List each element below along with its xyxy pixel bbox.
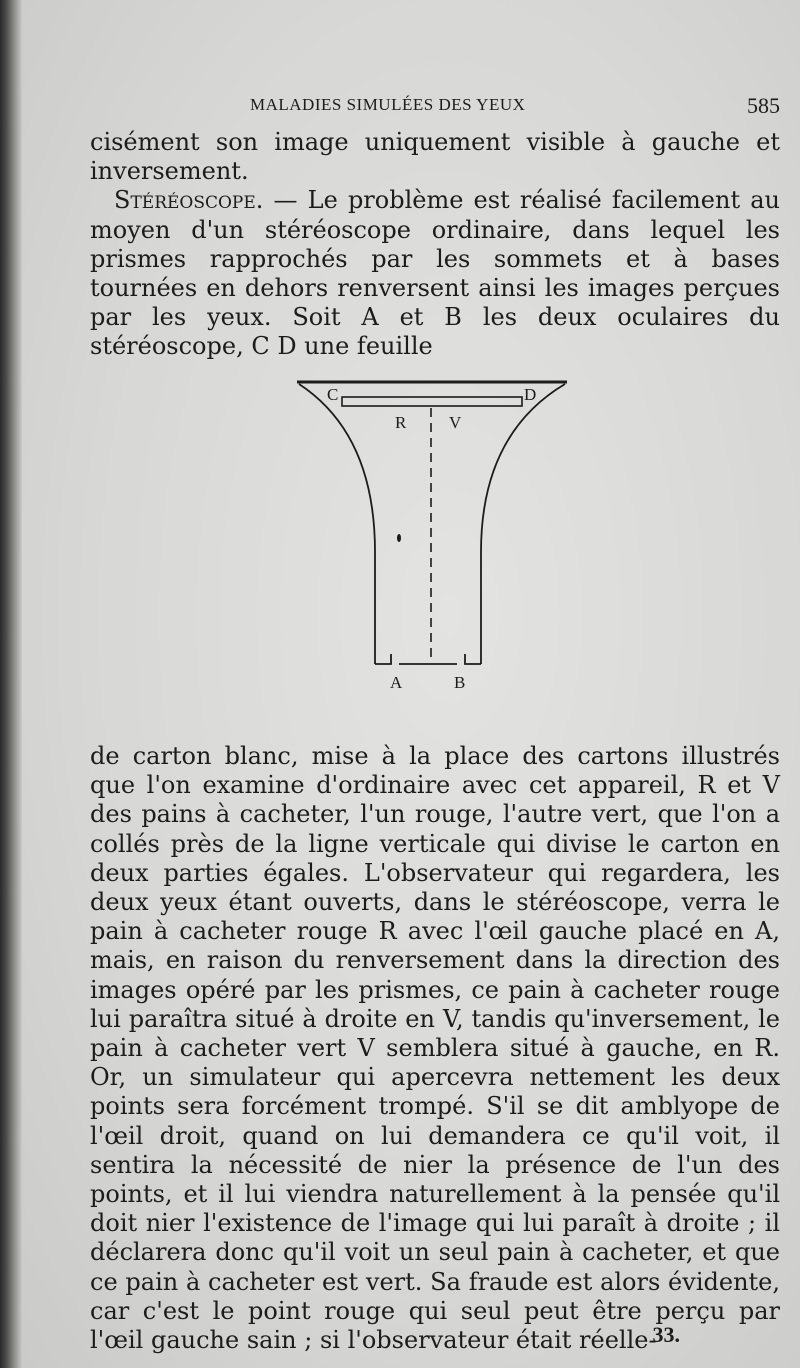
paragraph-stereoscope-body: — Le problème est réalisé facilement au moyen d'un stéréoscope ordinaire, dans lequel les prismes rapprochés par les sommets et à bases tournées en dehors renversent ainsi les images perçues par les yeux. Soit A et B les deux oculaires du stéréoscope, C D une feuille [90, 186, 780, 361]
paragraph-continuation: cisément son image uniquement visible à gauche et inversement. [90, 128, 780, 186]
figure-label-c: C [327, 385, 339, 404]
book-binding-shadow [0, 0, 22, 1368]
signature-mark: 33. [652, 1322, 680, 1347]
page-number: 585 [747, 93, 780, 118]
figure-eyepiece-b [465, 654, 481, 664]
section-heading-stereoscope: Stéréoscope. [114, 186, 264, 215]
running-head [250, 95, 780, 125]
top-text-block [90, 128, 780, 362]
stereoscope-diagram [287, 372, 577, 692]
book-page [22, 0, 800, 1368]
bottom-text-block [90, 742, 780, 1355]
figure-label-a: A [390, 673, 403, 692]
running-title: MALADIES SIMULÉES DES YEUX [250, 95, 526, 114]
figure-dot [397, 534, 401, 542]
figure-left-side [299, 384, 375, 664]
figure-card [342, 397, 522, 406]
figure-right-side [481, 384, 565, 664]
paragraph-explanation: de carton blanc, mise à la place des cartons illustrés que l'on examine d'ordinaire avec cet appareil, R et V des pains à cacheter, l'un rouge, l'autre vert, que l'on a collés près de la ligne verticale qui divise le carton en deux parties égales. L'observateur qui regardera, les deux yeux étant ouverts, dans le stéréoscope, verra le pain à cacheter rouge R avec l'œil gauche placé en A, mais, en raison du renversement dans la direction des images opéré par les prismes, ce pain à cacheter rouge lui paraîtra situé à droite en V, tandis qu'inversement, le pain à cacheter vert V semblera situé à gauche, en R. Or, un simulateur qui apercevra nettement les deux points sera forcément trompé. S'il se dit amblyope de l'œil droit, quand on lui demandera ce qu'il voit, il sentira la nécessité de nier la présence de l'un des points, et il lui viendra naturellement à la pensée qu'il doit nier l'existence de l'image qui lui paraît à droite ; il déclarera donc qu'il voit un seul pain à cacheter, et que ce pain à cacheter est vert. Sa fraude est alors évidente, car c'est le point rouge qui seul peut être perçu par l'œil gauche sain ; si l'observateur était réelle- [90, 742, 780, 1355]
figure-eyepiece-a [375, 654, 391, 664]
figure-label-r: R [395, 413, 407, 432]
figure-label-b: B [454, 673, 466, 692]
figure-label-d: D [524, 385, 537, 404]
paragraph-stereoscope [90, 186, 780, 361]
stereoscope-figure [287, 372, 577, 692]
figure-label-v: V [449, 413, 462, 432]
